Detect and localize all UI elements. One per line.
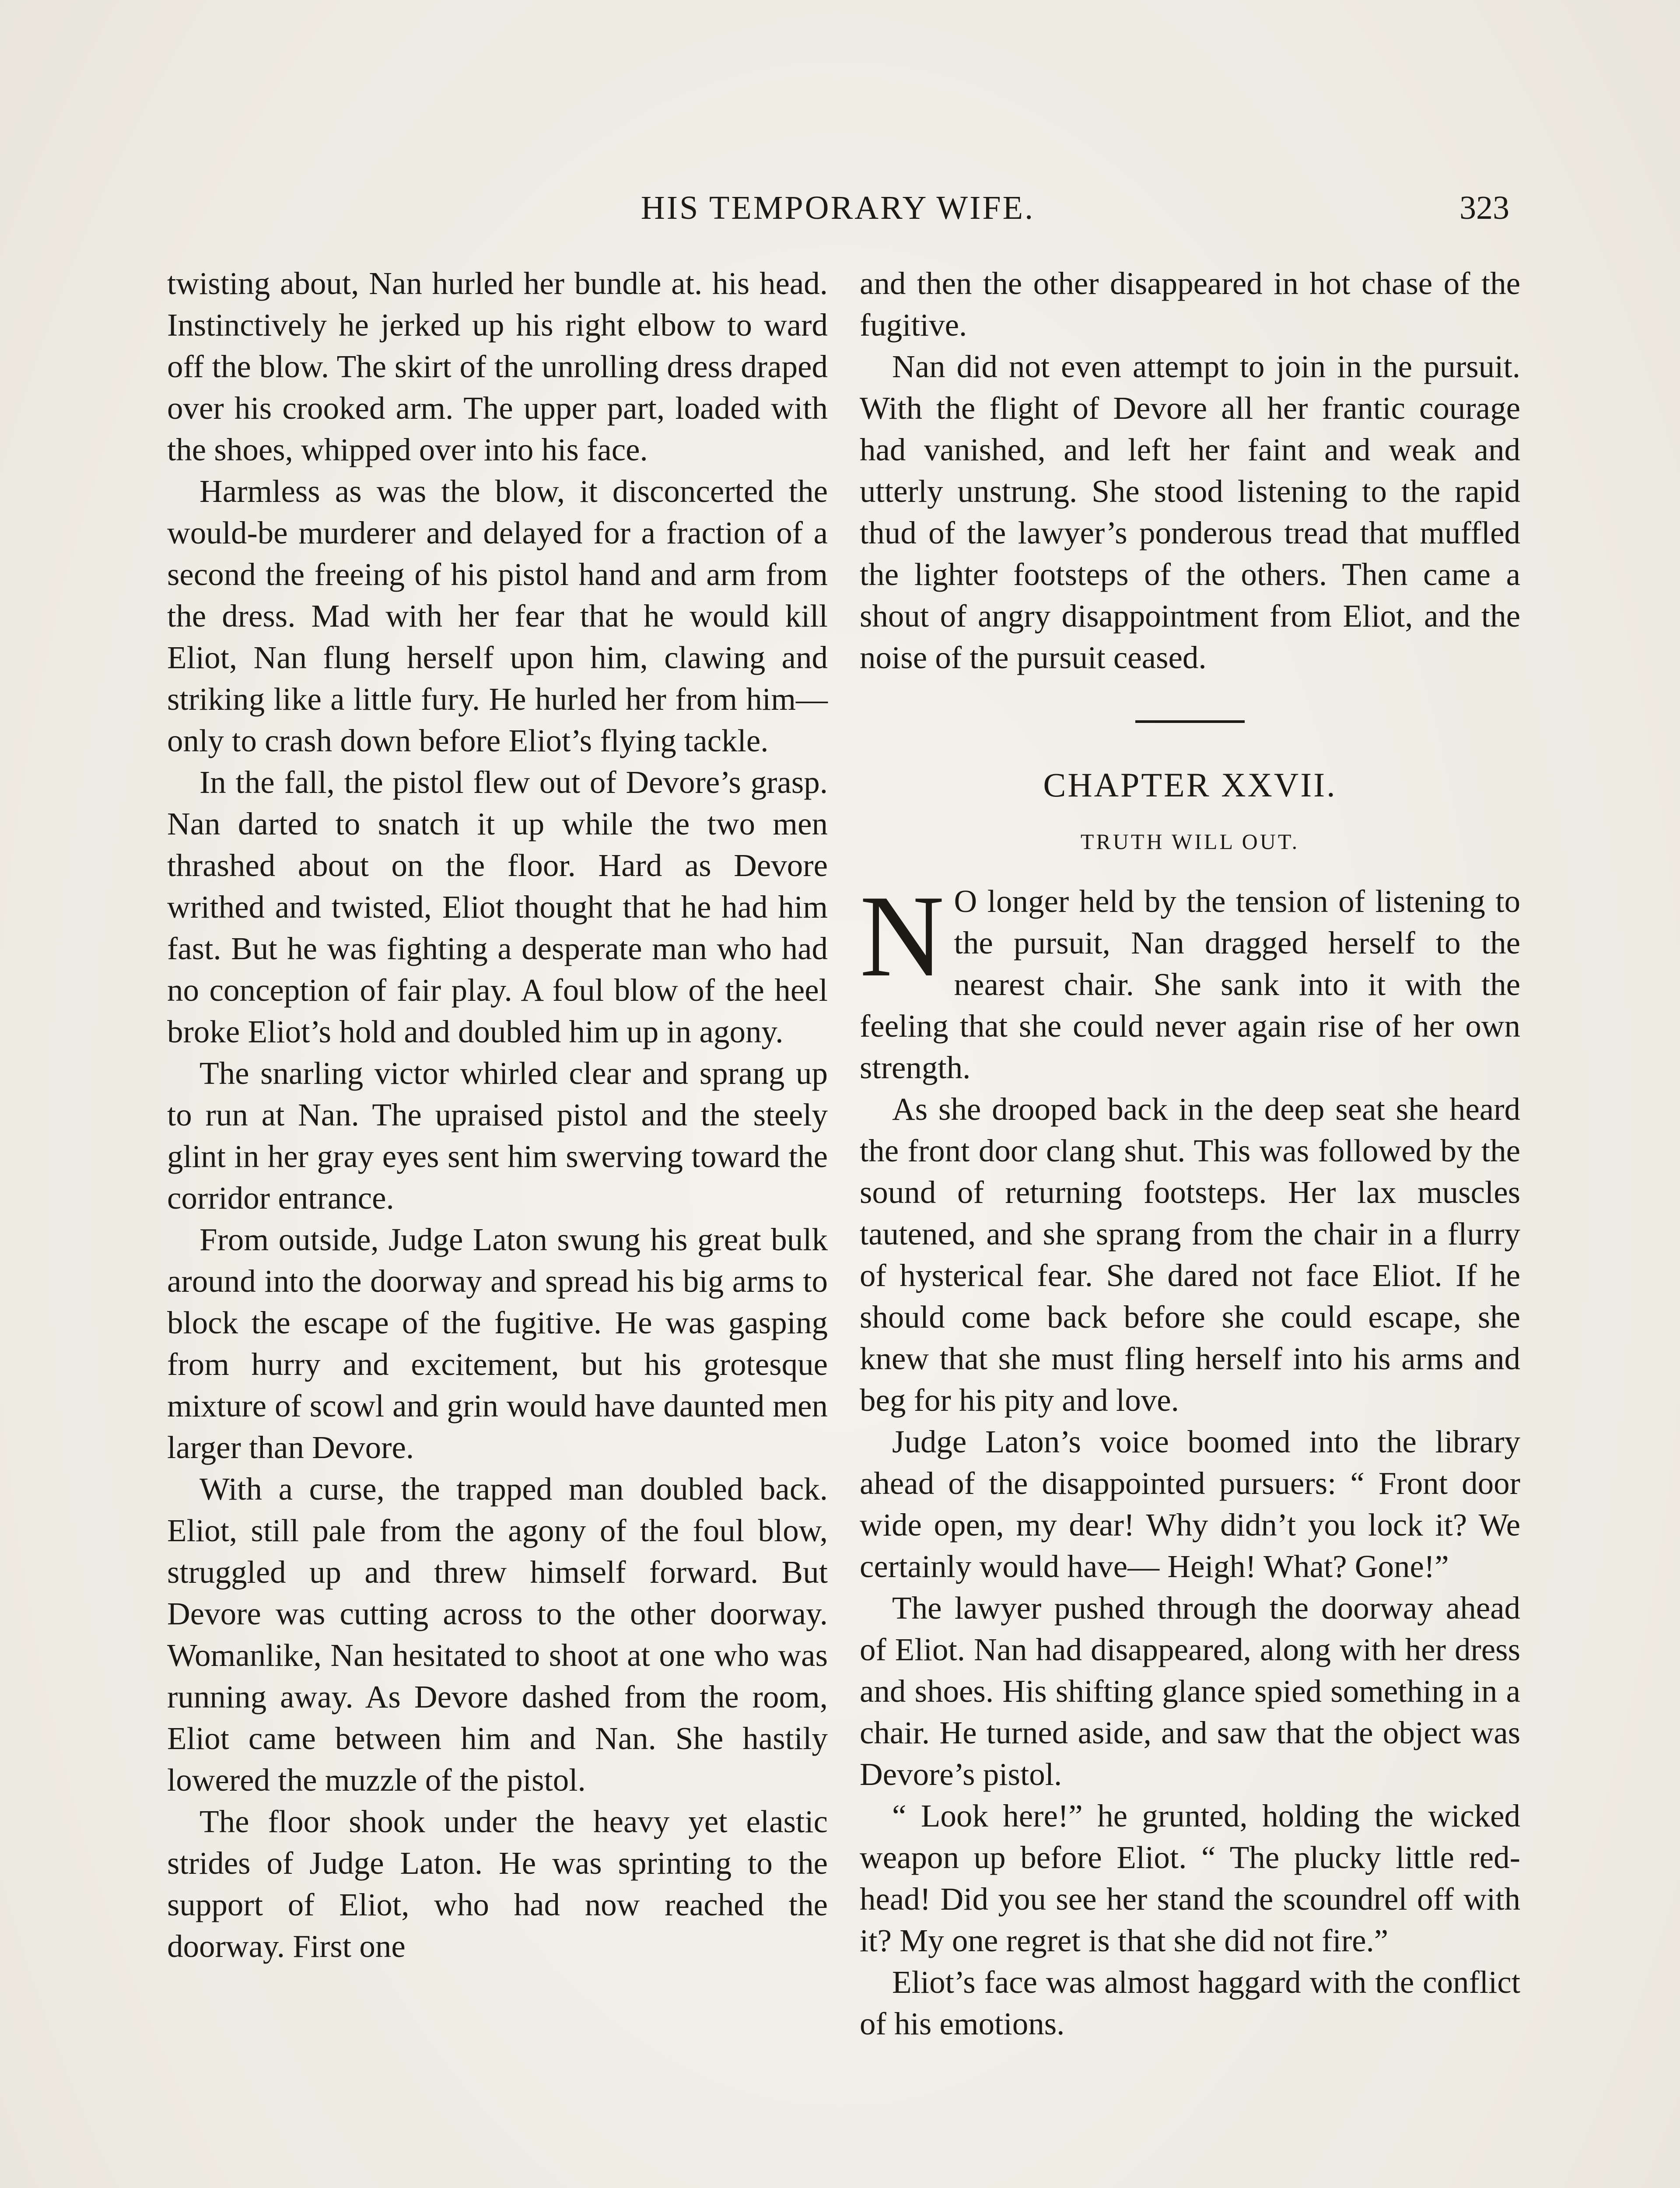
paragraph: twisting about, Nan hurled her bundle at. his head. Instinctively he jerked up his right elbow to ward off the blow. The skirt of the unrolling dress draped over his crooked arm. The upper part, loaded with the shoes, whipped over into his face. [167, 266, 828, 467]
section-divider [1135, 720, 1245, 723]
left-column [167, 263, 828, 1967]
paragraph: With a curse, the trapped man doubled back. Eliot, still pale from the agony of the foul blow, struggled up and threw himself forward. But Devore was cutting across to the other doorway. Womanlike, Nan hesitated to shoot at one who was running away. As Devore dashed from the room, Eliot came between him and Nan. She hastily lowered the muzzle of the pistol. [167, 1471, 828, 1798]
paragraph: The snarling victor whirled clear and sprang up to run at Nan. The upraised pistol and the steely glint in her gray eyes sent him swerving toward the corridor entrance. [167, 1055, 828, 1216]
paragraph: Judge Laton’s voice boomed into the library ahead of the disappointed pursuers: “ Front door wide open, my dear! Why didn’t you lock it? We certainly would have— Heigh! What? Gone!” [860, 1424, 1520, 1584]
paragraph: Nan did not even attempt to join in the pursuit. With the flight of Devore all her frantic courage had vanished, and left her faint and weak and utterly unstrung. She stood listening to the rapid thud of the lawyer’s ponderous tread that muffled the lighter footsteps of the others. Then came a shout of angry disappointment from Eliot, and the noise of the pursuit ceased. [860, 349, 1520, 675]
paragraph: Harmless as was the blow, it disconcerted the would-be murderer and delayed for a fraction of a second the freeing of his pistol hand and arm from the dress. Mad with her fear that he would kill Eliot, Nan flung herself upon him, clawing and striking like a little fury. He hurled her from him—only to crash down before Eliot’s flying tackle. [167, 473, 828, 758]
right-column [860, 263, 1520, 2044]
opening-paragraph [860, 871, 1520, 1088]
drop-cap: N [860, 871, 945, 1001]
paragraph: “ Look here!” he grunted, holding the wicked weapon up before Eliot. “ The plucky little red-head! Did you see her stand the scoundrel off with it? My one regret is that she did not fire.” [860, 1798, 1520, 1958]
paragraph: As she drooped back in the deep seat she heard the front door clang shut. This was followed by the sound of returning footsteps. Her lax muscles tautened, and she sprang from the chair in a flurry of hysterical fear. She dared not face Eliot. If he should come back before she could escape, she knew that she must fling herself into his arms and beg for his pity and love. [860, 1091, 1520, 1418]
page-number: 323 [1460, 189, 1509, 226]
running-title: HIS TEMPORARY WIFE. [640, 189, 1035, 226]
paragraph: Eliot’s face was almost haggard with the conflict of his emotions. [860, 1964, 1520, 2041]
paragraph: The floor shook under the heavy yet elastic strides of Judge Laton. He was sprinting to the support of Eliot, who had now reached the doorway. First one [167, 1804, 828, 1964]
paragraph: From outside, Judge Laton swung his great bulk around into the doorway and spread his big arms to block the escape of the fugitive. He was gasping from hurry and excitement, but his grotesque mixture of scowl and grin would have daunted men larger than Devore. [167, 1222, 828, 1465]
chapter-subtitle: TRUTH WILL OUT. [1080, 829, 1300, 854]
paragraph: and then the other disappeared in hot chase of the fugitive. [860, 266, 1520, 343]
chapter-heading: CHAPTER XXVII. [1043, 766, 1337, 804]
opening-paragraph-text: O longer held by the tension of listening to the pursuit, Nan dragged herself to the nearest chair. She sank into it with the feeling that she could never again rise of her own strength. [860, 884, 1520, 1085]
paragraph: In the fall, the pistol flew out of Devore’s grasp. Nan darted to snatch it up while the two men thrashed about on the floor. Hard as Devore writhed and twisted, Eliot thought that he had him fast. But he was fighting a desperate man who had no conception of fair play. A foul blow of the heel broke Eliot’s hold and doubled him up in agony. [167, 764, 828, 1049]
paragraph: The lawyer pushed through the doorway ahead of Eliot. Nan had disappeared, along with her dress and shoes. His shifting glance spied something in a chair. He turned aside, and saw that the object was Devore’s pistol. [860, 1590, 1520, 1792]
chapter-body [860, 871, 1520, 2044]
running-head [166, 184, 1509, 232]
